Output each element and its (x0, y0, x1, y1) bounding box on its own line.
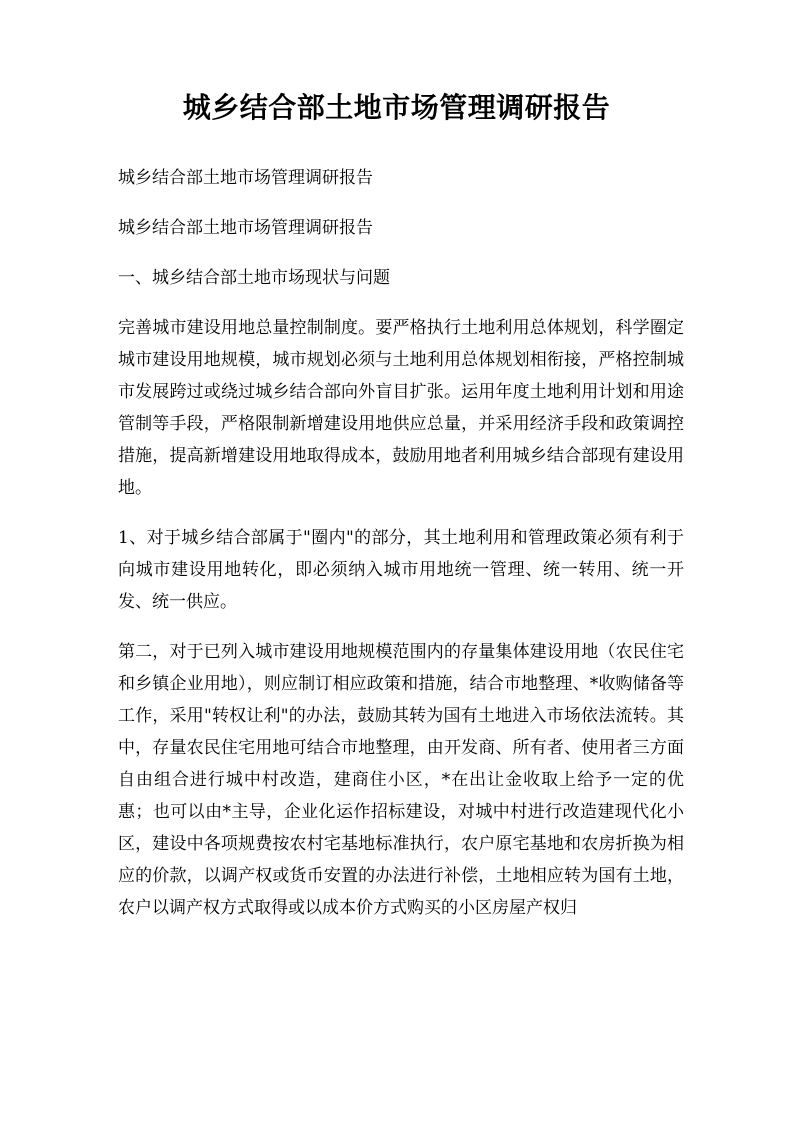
body-paragraph: 完善城市建设用地总量控制制度。要严格执行土地利用总体规划，科学圈定城市建设用地规模，城市规划必须与土地利用总体规划相衔接，严格控制城市发展跨过或绕过城乡结合部向外盲目扩张。运用年度土地利用计划和用途管制等手段，严格限制新增建设用地供应总量，并采用经济手段和政策调控措施，提高新增建设用地取得成本，鼓励用地者利用城乡结合部现有建设用地。 (118, 318, 684, 498)
body-paragraph: 第二，对于已列入城市建设用地规模范围内的存量集体建设用地（农民住宅和乡镇企业用地），则应制订相应政策和措施，结合市地整理、*收购储备等工作，采用"转权让利"的办法，鼓励其转为国有土地进入市场依法流转。其中，存量农民住宅用地可结合市地整理，由开发商、所有者、使用者三方面自由组合进行城中村改造，建商住小区，*在出让金收取上给予一定的优惠；也可以由*主导，企业化运作招标建设，对城中村进行改造建现代化小区，建设中各项规费按农村宅基地标准执行，农户原宅基地和农房折换为相应的价款，以调产权或货币安置的办法进行补偿，土地相应转为国有土地，农户以调产权方式取得或以成本价方式购买的小区房屋产权归 (118, 642, 684, 918)
section-heading: 一、城乡结合部土地市场现状与问题 (118, 268, 390, 288)
subtitle-line-2: 城乡结合部土地市场管理调研报告 (118, 218, 373, 238)
subtitle-line-1: 城乡结合部土地市场管理调研报告 (118, 168, 373, 188)
document-body (118, 162, 684, 924)
body-paragraph: 1、对于城乡结合部属于"圈内"的部分，其土地利用和管理政策必须有利于向城市建设用地转化，即必须纳入城市用地统一管理、统一转用、统一开发、统一供应。 (118, 528, 684, 612)
document-title: 城乡结合部土地市场管理调研报告 (182, 91, 611, 124)
